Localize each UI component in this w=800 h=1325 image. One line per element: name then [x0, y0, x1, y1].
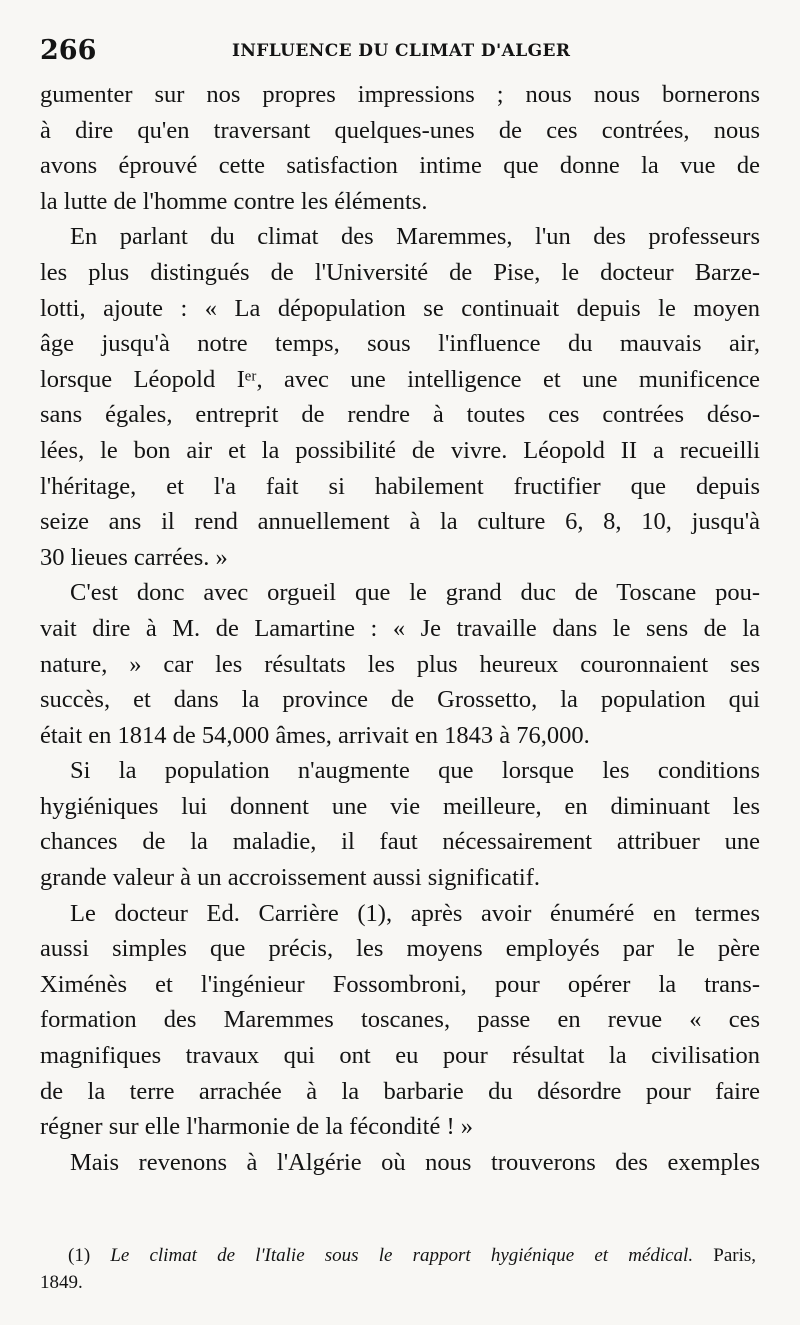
- text-line: sans égales, entreprit de rendre à toutes ces contrées déso-: [40, 401, 760, 429]
- text-line: âge jusqu'à notre temps, sous l'influence du mauvais air,: [40, 330, 760, 358]
- text-line: hygiéniques lui donnent une vie meilleure, en diminuant les: [40, 792, 760, 820]
- text-line: En parlant du climat des Maremmes, l'un des professeurs: [70, 223, 760, 251]
- text-line: vait dire à M. de Lamartine : « Je travaille dans le sens de la: [40, 614, 760, 642]
- text-line: de la terre arrachée à la barbarie du désordre pour faire: [40, 1077, 760, 1105]
- text-line: formation des Maremmes toscanes, passe en revue « ces: [40, 1006, 760, 1034]
- text-line: succès, et dans la province de Grossetto, la population qui: [40, 686, 760, 714]
- footnote-marker: (1): [68, 1245, 91, 1266]
- footnote-place: Paris,: [713, 1245, 756, 1266]
- text-line: la lutte de l'homme contre les éléments.: [40, 187, 428, 215]
- running-head: INFLUENCE DU CLIMAT D'ALGER: [232, 41, 571, 61]
- text-line: Si la population n'augmente que lorsque les conditions: [70, 757, 760, 785]
- text-line: Ximénès et l'ingénieur Fossombroni, pour opérer la trans-: [40, 970, 760, 998]
- page-number: 266: [40, 35, 97, 66]
- text-line: magnifiques travaux qui ont eu pour résultat la civilisation: [40, 1042, 760, 1070]
- text-line: lées, le bon air et la possibilité de vivre. Léopold II a recueilli: [40, 436, 760, 464]
- footnote: [40, 1242, 756, 1296]
- text-line: C'est donc avec orgueil que le grand duc de Toscane pou-: [70, 579, 760, 607]
- text-line: nature, » car les résultats les plus heureux couronnaient ses: [40, 650, 760, 678]
- footnote-line: [40, 1242, 756, 1269]
- text-line: régner sur elle l'harmonie de la fécondité ! »: [40, 1113, 473, 1141]
- text-line: l'héritage, et l'a fait si habilement fructifier que depuis: [40, 472, 760, 500]
- footnote-title: Le climat de l'Italie sous le rapport hygiénique et médical.: [110, 1245, 694, 1266]
- footnote-year: 1849.: [40, 1272, 83, 1293]
- body-text: [40, 77, 760, 1180]
- text-line: était en 1814 de 54,000 âmes, arrivait en 1843 à 76,000.: [40, 721, 590, 749]
- page-header: [40, 34, 760, 68]
- text-line: avons éprouvé cette satisfaction intime que donne la vue de: [40, 152, 760, 180]
- text-line: gumenter sur nos propres impressions ; nous nous bornerons: [40, 81, 760, 108]
- text-line: à dire qu'en traversant quelques-unes de ces contrées, nous: [40, 116, 760, 144]
- text-line: seize ans il rend annuellement à la culture 6, 8, 10, jusqu'à: [40, 508, 760, 536]
- text-line: Mais revenons à l'Algérie où nous trouverons des exemples: [70, 1148, 760, 1176]
- text-line: chances de la maladie, il faut nécessairement attribuer une: [40, 828, 760, 856]
- text-line: Le docteur Ed. Carrière (1), après avoir énuméré en termes: [70, 899, 760, 927]
- text-line: lorsque Léopold Iᵉʳ, avec une intelligence et une munificence: [40, 365, 760, 393]
- text-line: 30 lieues carrées. »: [40, 543, 228, 571]
- text-line: aussi simples que précis, les moyens employés par le père: [40, 935, 760, 963]
- text-line: lotti, ajoute : « La dépopulation se continuait depuis le moyen: [40, 294, 760, 322]
- text-line: grande valeur à un accroissement aussi significatif.: [40, 864, 541, 892]
- text-line: les plus distingués de l'Université de Pise, le docteur Barze-: [40, 258, 760, 286]
